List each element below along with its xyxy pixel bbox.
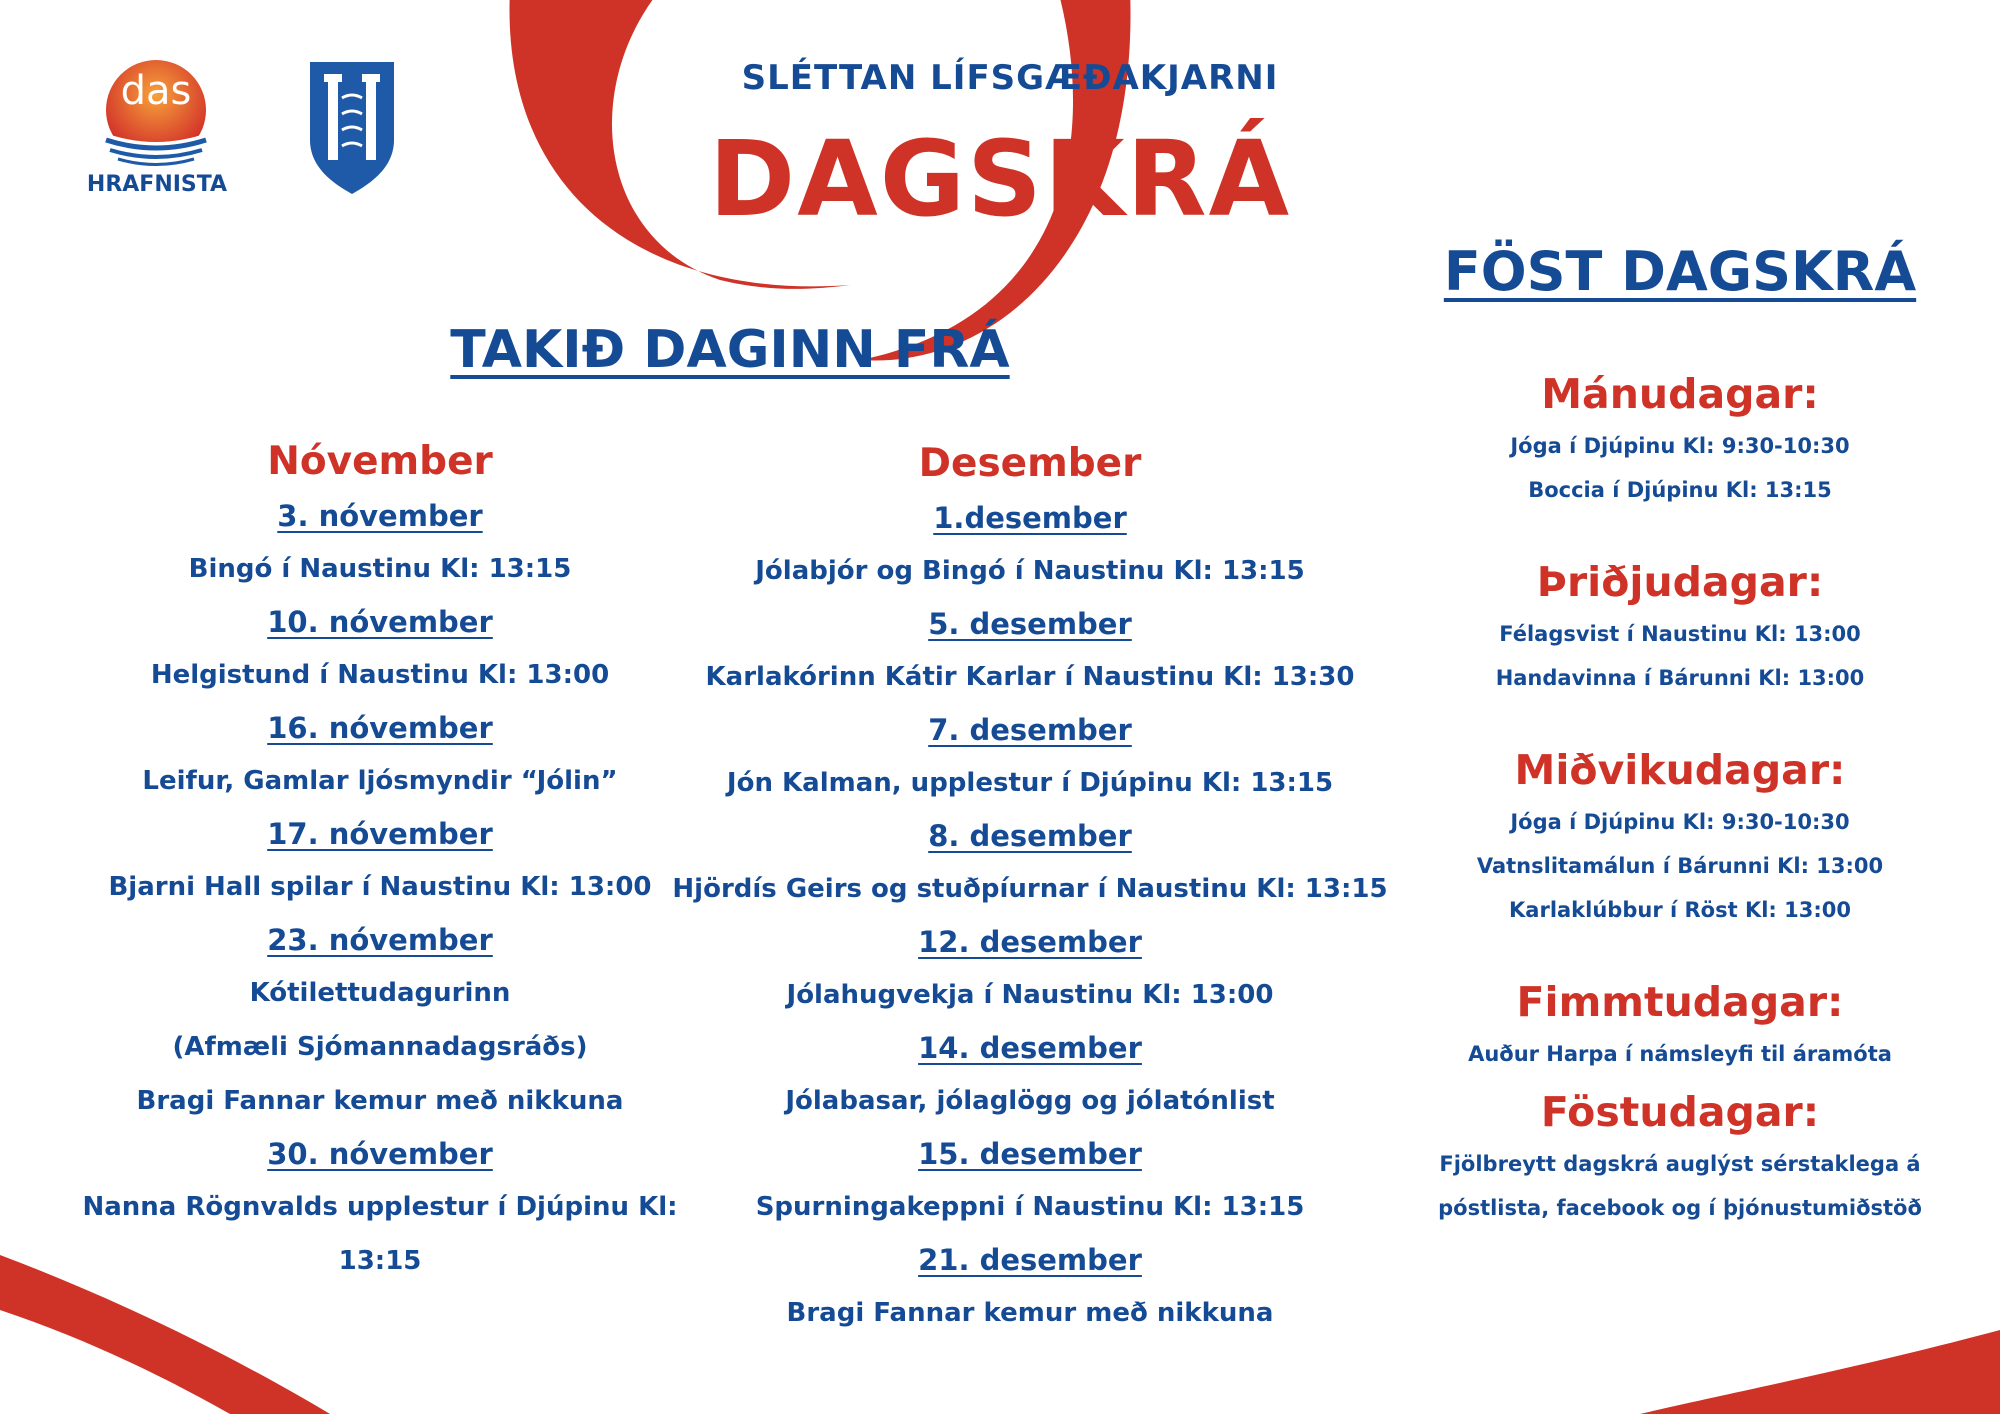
weekly-item: Félagsvist í Naustinu Kl: 13:00 <box>1499 622 1861 646</box>
event-date: 30. nóvember <box>267 1137 493 1171</box>
month-title-november: Nóvember <box>267 439 493 484</box>
takid-daginn-fra-title: TAKIÐ DAGINN FRÁ <box>450 320 1010 380</box>
event-date: 21. desember <box>918 1243 1142 1277</box>
weekly-item: Jóga í Djúpinu Kl: 9:30-10:30 <box>1510 434 1850 458</box>
event-description: Leifur, Gamlar ljósmyndir “Jólin” <box>142 766 618 796</box>
november-column <box>40 434 720 1288</box>
weekday-title: Mánudagar: <box>1541 370 1819 418</box>
event-description: Bragi Fannar kemur með nikkuna <box>136 1086 624 1116</box>
event-date: 3. nóvember <box>277 499 483 533</box>
event-description: Kótilettudagurinn <box>249 978 511 1008</box>
event-description: Jólahugvekja í Naustinu Kl: 13:00 <box>786 980 1274 1010</box>
desember-column <box>670 436 1390 1340</box>
event-date: 10. nóvember <box>267 605 493 639</box>
event-description: Jón Kalman, upplestur í Djúpinu Kl: 13:15 <box>726 768 1334 798</box>
weekly-item: Boccia í Djúpinu Kl: 13:15 <box>1528 478 1832 502</box>
event-date: 16. nóvember <box>267 711 493 745</box>
event-date: 12. desember <box>918 925 1142 959</box>
red-swoosh-bottom-right <box>1640 1330 2000 1414</box>
event-date: 15. desember <box>918 1137 1142 1171</box>
page-title: DAGSKRÁ <box>708 118 1292 240</box>
event-description: Bragi Fannar kemur með nikkuna <box>786 1298 1274 1328</box>
das-logo-text: das <box>120 68 192 114</box>
weekly-item: Handavinna í Bárunni Kl: 13:00 <box>1495 666 1865 690</box>
event-date: 17. nóvember <box>267 817 493 851</box>
weekly-schedule <box>1400 364 1960 1230</box>
weekday-title: Þriðjudagar: <box>1536 558 1824 606</box>
das-hrafnista-logo <box>72 52 242 202</box>
month-title-desember: Desember <box>918 441 1142 486</box>
weekly-item: Vatnslitamálun í Bárunni Kl: 13:00 <box>1476 854 1884 878</box>
reykjavik-shield-icon <box>306 58 398 198</box>
event-description: Helgistund í Naustinu Kl: 13:00 <box>150 660 610 690</box>
event-date: 1.desember <box>933 501 1127 535</box>
event-date: 14. desember <box>918 1031 1142 1065</box>
supertitle: SLÉTTAN LÍFSGÆÐAKJARNI <box>741 58 1279 98</box>
weekday-title: Fimmtudagar: <box>1516 978 1844 1026</box>
event-date: 5. desember <box>928 607 1132 641</box>
event-date: 7. desember <box>928 713 1132 747</box>
weekday-title: Miðvikudagar: <box>1514 746 1846 794</box>
weekly-item: póstlista, facebook og í þjónustumiðstöð <box>1438 1196 1922 1220</box>
fost-dagskra-title: FÖST DAGSKRÁ <box>1443 240 1917 303</box>
event-date: 23. nóvember <box>267 923 493 957</box>
event-description: Jólabjór og Bingó í Naustinu Kl: 13:15 <box>755 556 1305 586</box>
coat-of-arms <box>306 58 398 198</box>
weekly-item: Auður Harpa í námsleyfi til áramóta <box>1468 1042 1892 1066</box>
event-description: Hjördís Geirs og stuðpíurnar í Naustinu Kl: 13:15 <box>672 874 1388 904</box>
das-logo-caption: HRAFNISTA <box>86 172 228 197</box>
event-date: 8. desember <box>928 819 1132 853</box>
event-description: Bingó í Naustinu Kl: 13:15 <box>188 554 572 584</box>
event-description: Spurningakeppni í Naustinu Kl: 13:15 <box>755 1192 1305 1222</box>
event-description: Jólabasar, jólaglögg og jólatónlist <box>785 1086 1275 1116</box>
weekday-title: Föstudagar: <box>1540 1088 1820 1136</box>
weekly-item: Karlaklúbbur í Röst Kl: 13:00 <box>1509 898 1851 922</box>
weekly-item: Fjölbreytt dagskrá auglýst sérstaklega á <box>1439 1152 1921 1176</box>
weekly-item: Jóga í Djúpinu Kl: 9:30-10:30 <box>1510 810 1850 834</box>
event-description: (Afmæli Sjómannadagsráðs) <box>172 1032 588 1062</box>
event-description: Nanna Rögnvalds upplestur í Djúpinu Kl: 13:15 <box>82 1192 678 1276</box>
event-description: Bjarni Hall spilar í Naustinu Kl: 13:00 <box>108 872 652 902</box>
event-description: Karlakórinn Kátir Karlar í Naustinu Kl: 13:30 <box>705 662 1355 692</box>
